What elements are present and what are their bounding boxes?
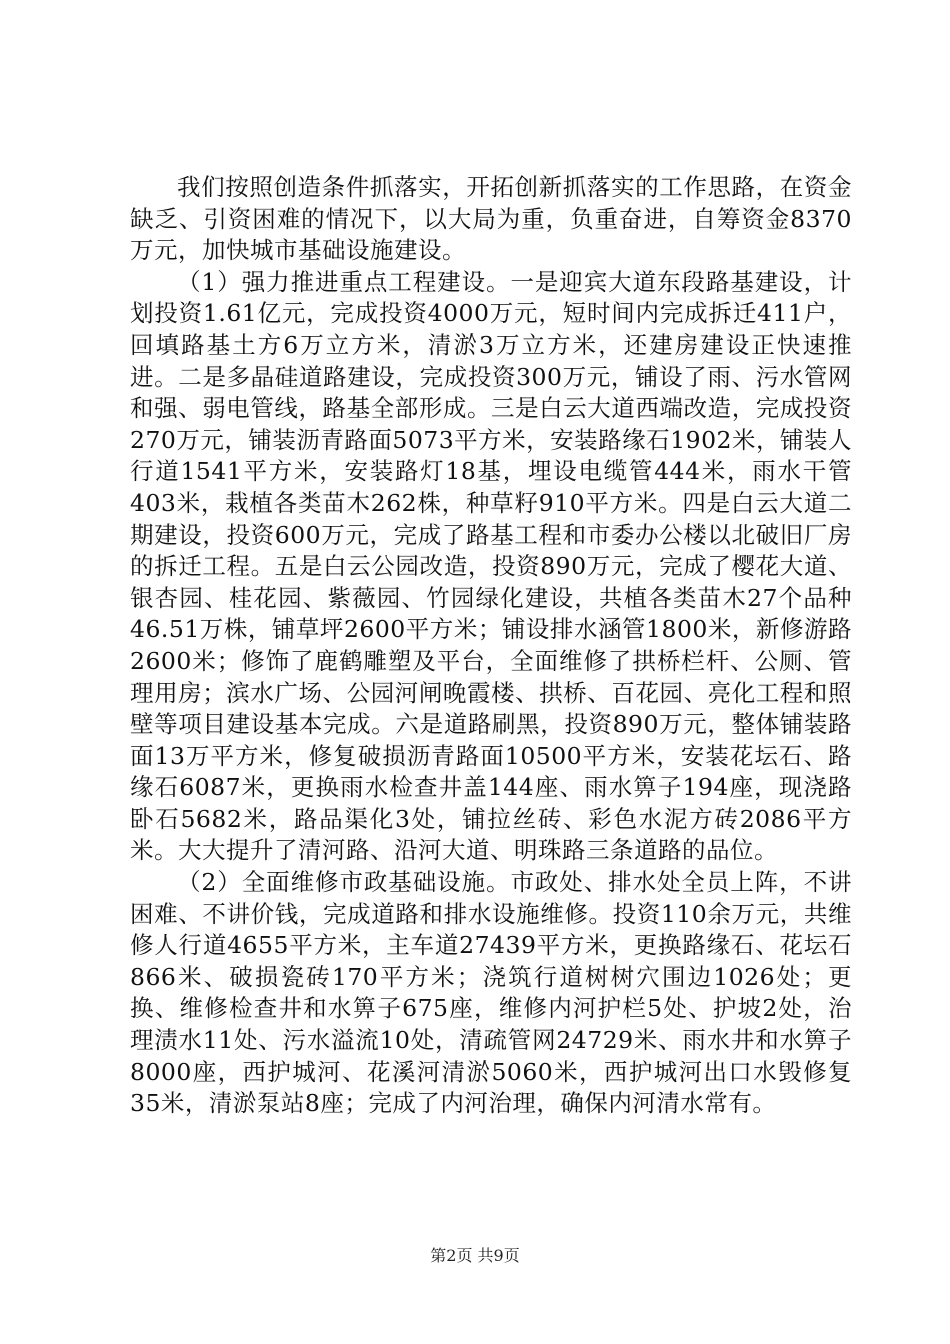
paragraph-key-projects: （1）强力推进重点工程建设。一是迎宾大道东段路基建设，计划投资1.61亿元，完成投资4000万元，短时间内完成拆迁411户，回填路基土方6万立方米，清淤3万立方米，还建房建设正快速推进。二是多晶硅道路建设，完成投资300万元，铺设了雨、污水管网和强、弱电管线，路基全部形成。三是白云大道西端改造，完成投资270万元，铺装沥青路面5073平方米，安装路缘石1902米，铺装人行道1541平方米，安装路灯18基，埋设电缆管444米，雨水干管403米，栽植各类苗木262株，种草籽910平方米。四是白云大道二期建设，投资600万元，完成了路基工程和市委办公楼以北破旧厂房的拆迁工程。五是白云公园改造，投资890万元，完成了樱花大道、银杏园、桂花园、紫薇园、竹园绿化建设，共植各类苗木27个品种46.51万株，铺草坪2600平方米；铺设排水涵管1800米，新修游路2600米；修饰了鹿鹤雕塑及平台，全面维修了拱桥栏杆、公厕、管理用房；滨水广场、公园河闸晚霞楼、拱桥、百花园、亮化工程和照壁等项目建设基本完成。六是道路刷黑，投资890万元，整体铺装路面13万平方米，修复破损沥青路面10500平方米，安装花坛石、路缘石6087米，更换雨水检查井盖144座、雨水箅子194座，现浇路卧石5682米，路品渠化3处，铺拉丝砖、彩色水泥方砖2086平方米。大大提升了清河路、沿河大道、明珠路三条道路的品位。: [130, 267, 852, 865]
paragraph-maintenance: （2）全面维修市政基础设施。市政处、排水处全员上阵，不讲困难、不讲价钱，完成道路和排水设施维修。投资110余万元，共维修人行道4655平方米，主车道27439平方米，更换路缘石、花坛石866米、破损瓷砖170平方米；浇筑行道树树穴围边1026处；更换、维修检查井和水箅子675座，维修内河护栏5处、护坡2处，治理渍水11处、污水溢流10处，清疏管网24729米、雨水井和水箅子8000座，西护城河、花溪河清淤5060米，西护城河出口水毁修复35米，清淤泵站8座；完成了内河治理，确保内河清水常有。: [130, 868, 852, 1118]
page-footer: 第2页 共9页: [430, 1246, 520, 1265]
paragraph-intro: 我们按照创造条件抓落实，开拓创新抓落实的工作思路，在资金缺乏、引资困难的情况下，以大局为重，负重奋进，自筹资金8370万元，加快城市基础设施建设。: [130, 173, 852, 265]
document-body: [130, 172, 852, 1120]
